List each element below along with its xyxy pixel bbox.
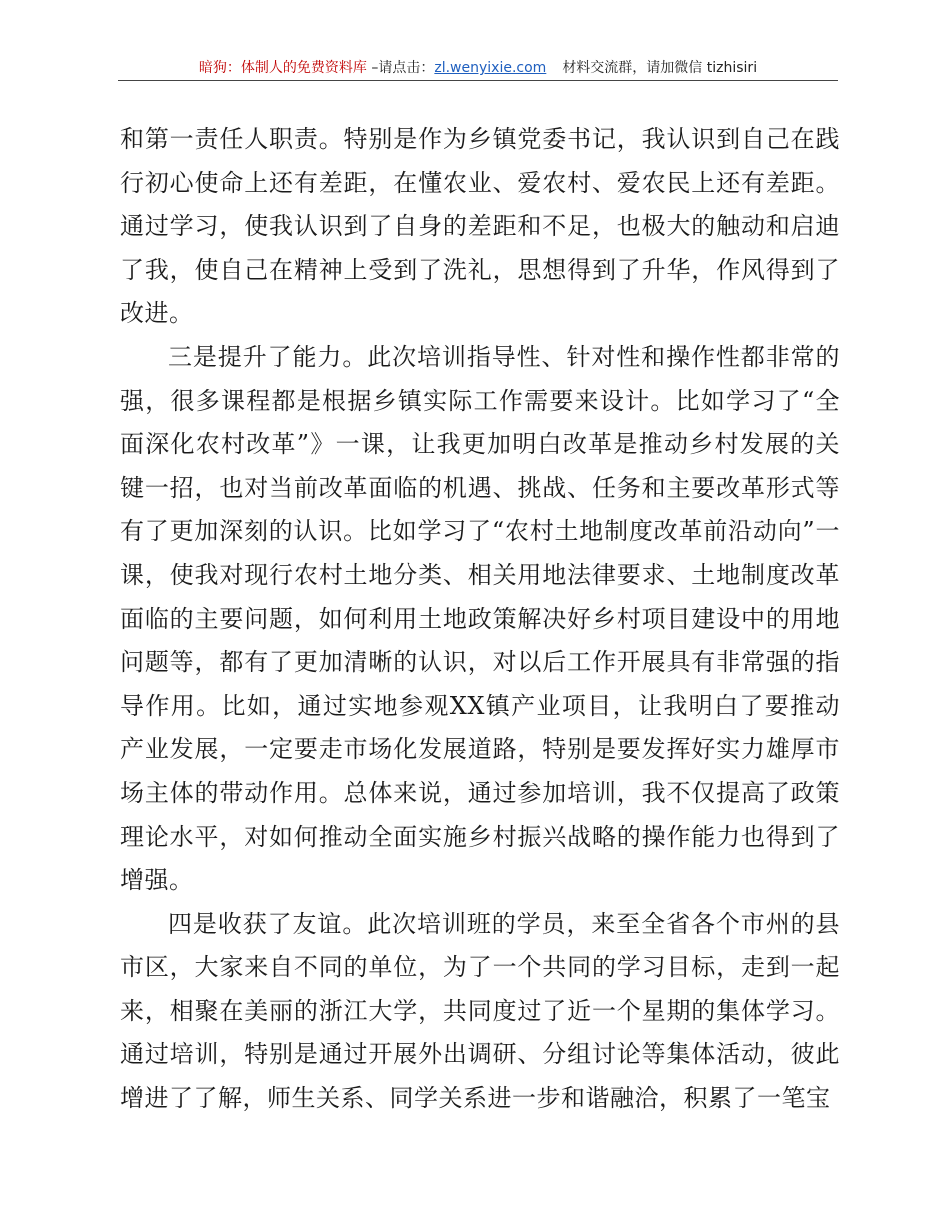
paragraph-improve-ability: 三是提升了能力。此次培训指导性、针对性和操作性都非常的强，很多课程都是根据乡镇实际工作需要来设计。比如学习了“全面深化农村改革”》一课，让我更加明白改革是推动乡村发展的关键一招，也对当前改革面临的机遇、挑战、任务和主要改革形式等有了更加深刻的认识。比如学习了“农村土地制度改革前沿动向”一课，使我对现行农村土地分类、相关用地法律要求、土地制度改革面临的主要问题，如何利用土地政策解决好乡村项目建设中的用地问题等，都有了更加清晰的认识，对以后工作开展具有非常强的指导作用。比如，通过实地参观XX镇产业项目，让我明白了要推动产业发展，一定要走市场化发展道路，特别是要发挥好实力雄厚市场主体的带动作用。总体来说，通过参加培训，我不仅提高了政策理论水平，对如何推动全面实施乡村振兴战略的操作能力也得到了增强。: [120, 342, 840, 895]
header-brand: 暗狗：体制人的免费资料库: [198, 60, 367, 76]
paragraph-continuation: 和第一责任人职责。特别是作为乡镇党委书记，我认识到自己在践行初心使命上还有差距，在懂农业、爱农村、爱农民上还有差距。通过学习，使我认识到了自身的差距和不足，也极大的触动和启迪了我，使自己在精神上受到了洗礼，思想得到了升华，作风得到了改进。: [120, 125, 840, 328]
header-group-info: 材料交流群，请加微信 tizhisiri: [562, 60, 758, 76]
header-link[interactable]: zl.wenyixie.com: [434, 60, 547, 76]
document-body: [120, 118, 840, 1121]
page-header: [118, 58, 838, 81]
header-prompt: –请点击：: [366, 60, 435, 76]
paragraph-gain-friendship: 四是收获了友谊。此次培训班的学员，来至全省各个市州的县市区，大家来自不同的单位，为了一个共同的学习目标，走到一起来，相聚在美丽的浙江大学，共同度过了近一个星期的集体学习。通过培训，特别是通过开展外出调研、分组讨论等集体活动，彼此增进了了解，师生关系、同学关系进一步和谐融洽，积累了一笔宝: [120, 909, 840, 1113]
